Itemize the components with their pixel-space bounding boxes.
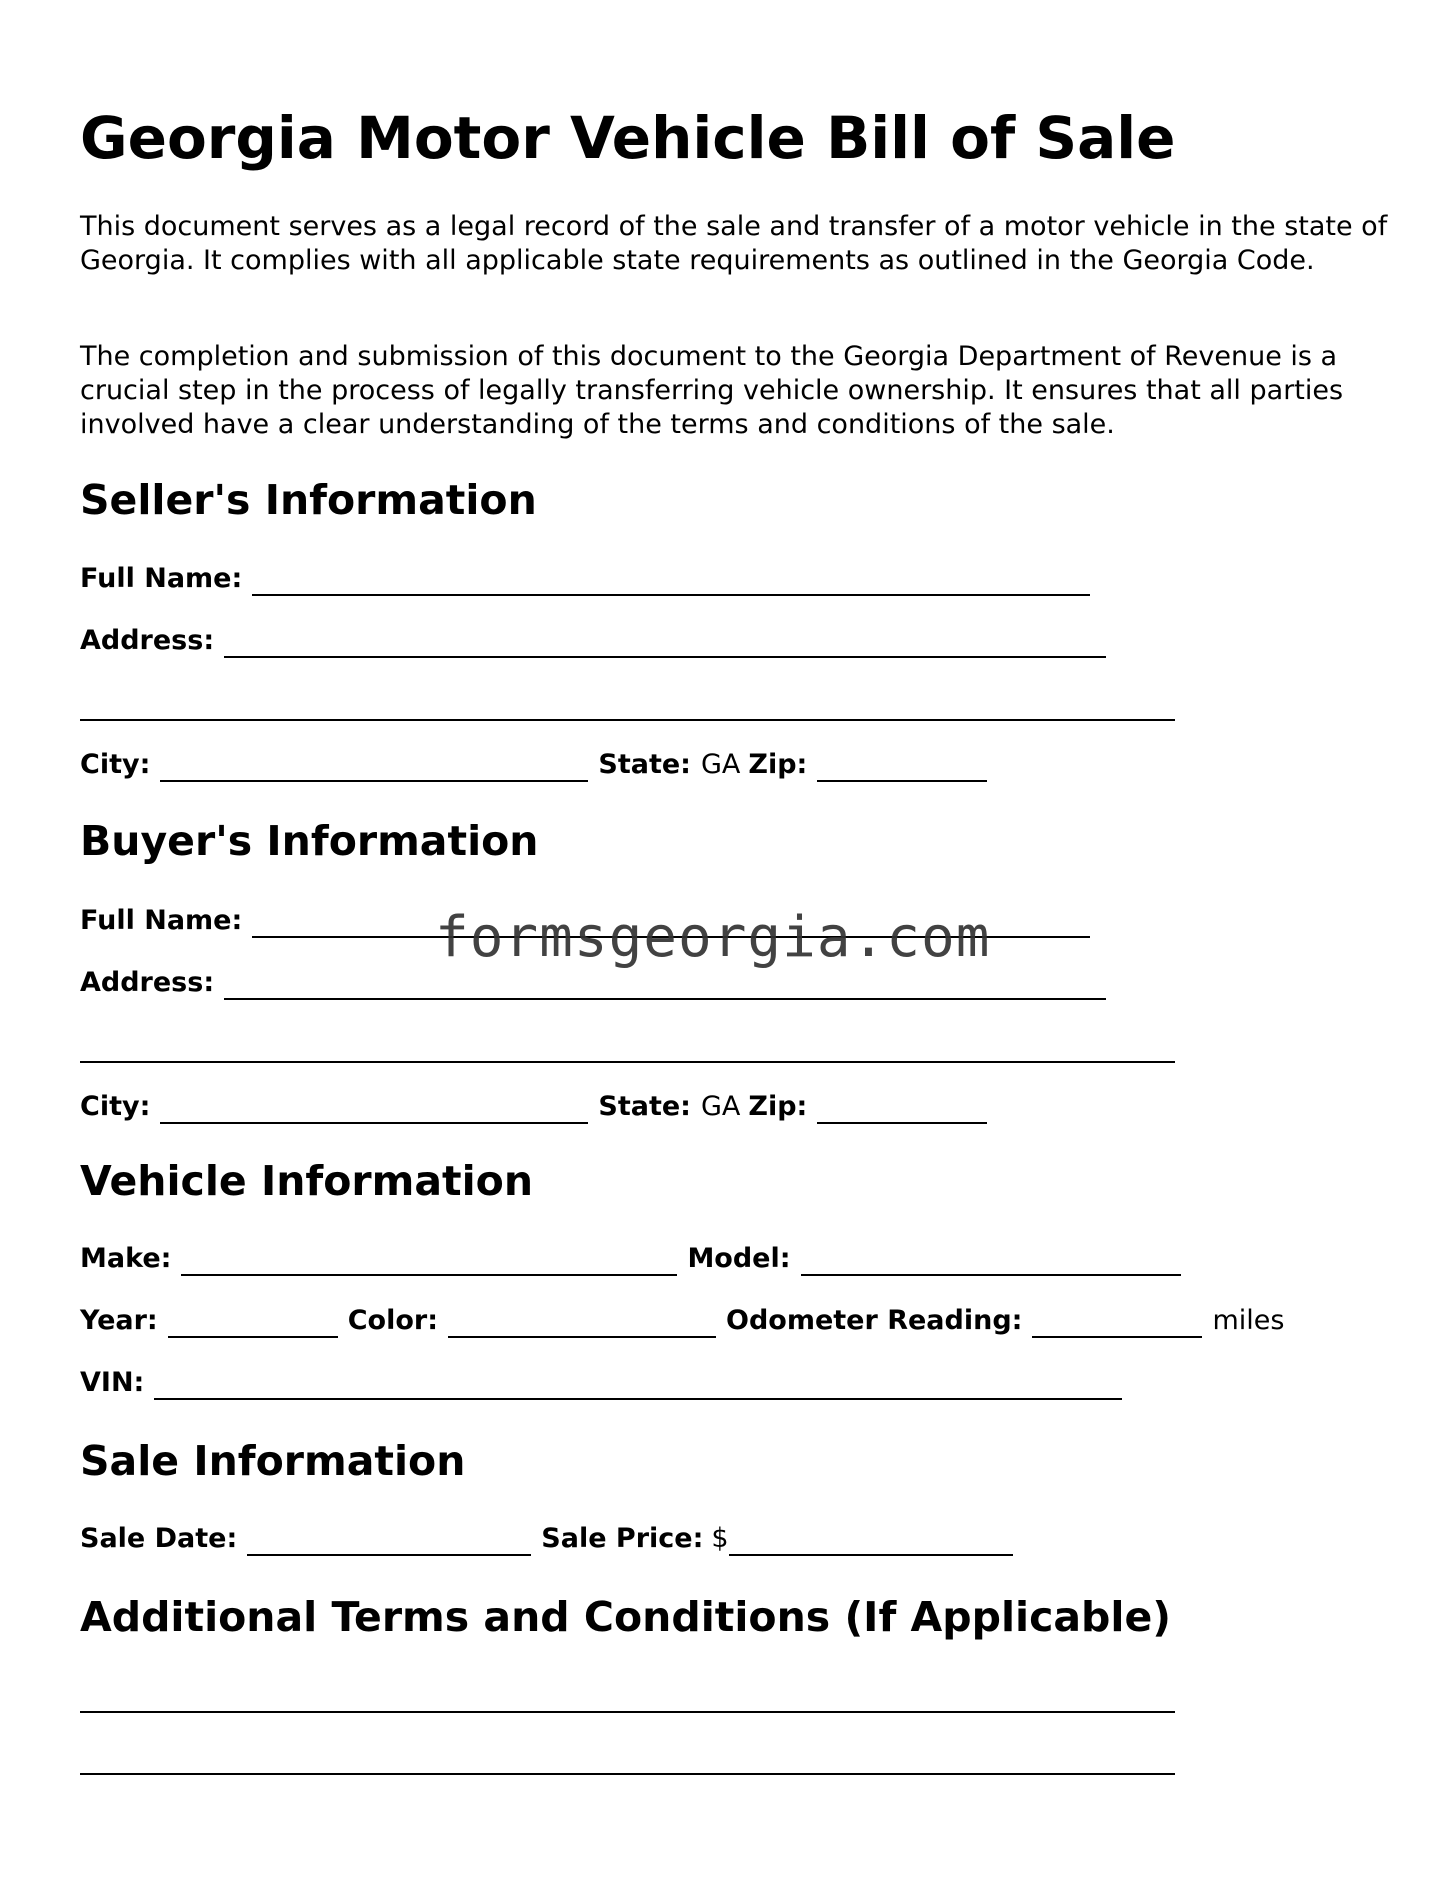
watermark: formsgeorgia.com <box>435 905 991 970</box>
vehicle-vin-row <box>80 1364 1132 1400</box>
buyer-zip-label: Zip: <box>748 1091 808 1122</box>
seller-state-value: GA <box>700 749 741 780</box>
terms-line-1-field[interactable] <box>80 1711 1175 1713</box>
intro-paragraph-2: The completion and submission of this document to the Georgia Department of Revenue is a crucial step in the process of legally transferring vehicle ownership. It ensures that all parties involved have a clear understanding of the terms and conditions of the sale. <box>80 341 1344 440</box>
seller-address-label: Address: <box>80 625 215 656</box>
seller-full-name-field[interactable] <box>252 564 1090 596</box>
vehicle-odometer-unit: miles <box>1212 1305 1285 1336</box>
seller-full-name-label: Full Name: <box>80 563 243 594</box>
buyer-city-label: City: <box>80 1091 151 1122</box>
sale-date-label: Sale Date: <box>80 1523 238 1554</box>
vehicle-model-label: Model: <box>687 1243 791 1274</box>
seller-zip-field[interactable] <box>817 750 987 782</box>
sale-date-price-row <box>80 1520 1013 1556</box>
seller-heading: Seller's Information <box>80 476 537 524</box>
sale-heading: Sale Information <box>80 1437 466 1485</box>
intro-paragraph-1: This document serves as a legal record of the sale and transfer of a motor vehicle in the state of Georgia. It complies with all applicable state requirements as outlined in the Georgia Code. <box>80 211 1388 276</box>
buyer-address-line-2-field[interactable] <box>80 1061 1175 1063</box>
vehicle-heading: Vehicle Information <box>80 1157 534 1205</box>
seller-full-name-row <box>80 560 1100 596</box>
terms-line-2-field[interactable] <box>80 1773 1175 1775</box>
buyer-state-value: GA <box>700 1091 741 1122</box>
vehicle-year-label: Year: <box>80 1305 158 1336</box>
vehicle-odometer-label: Odometer Reading: <box>726 1305 1023 1336</box>
vehicle-odometer-field[interactable] <box>1032 1306 1202 1338</box>
terms-heading: Additional Terms and Conditions (If Applicable) <box>80 1593 1172 1641</box>
sale-price-currency: $ <box>711 1523 729 1554</box>
page-title: Georgia Motor Vehicle Bill of Sale <box>80 104 1176 172</box>
seller-address-row <box>80 622 1116 658</box>
sale-price-label: Sale Price: <box>541 1523 704 1554</box>
seller-address-field[interactable] <box>224 626 1106 658</box>
buyer-full-name-label: Full Name: <box>80 905 243 936</box>
vehicle-make-model-row <box>80 1240 1191 1276</box>
buyer-address-label: Address: <box>80 967 215 998</box>
buyer-city-field[interactable] <box>160 1092 588 1124</box>
buyer-zip-field[interactable] <box>817 1092 987 1124</box>
sale-date-field[interactable] <box>247 1524 531 1556</box>
buyer-city-state-zip-row <box>80 1088 997 1124</box>
buyer-heading: Buyer's Information <box>80 817 539 865</box>
vehicle-vin-label: VIN: <box>80 1367 145 1398</box>
vehicle-model-field[interactable] <box>801 1244 1181 1276</box>
seller-address-line-2-field[interactable] <box>80 719 1175 721</box>
seller-state-label: State: <box>598 749 691 780</box>
sale-price-field[interactable] <box>729 1524 1013 1556</box>
vehicle-make-field[interactable] <box>181 1244 677 1276</box>
seller-zip-label: Zip: <box>748 749 808 780</box>
seller-city-field[interactable] <box>160 750 588 782</box>
seller-city-label: City: <box>80 749 151 780</box>
vehicle-color-field[interactable] <box>448 1306 716 1338</box>
vehicle-color-label: Color: <box>347 1305 438 1336</box>
buyer-address-field[interactable] <box>224 968 1106 1000</box>
vehicle-year-field[interactable] <box>168 1306 338 1338</box>
seller-city-state-zip-row <box>80 746 997 782</box>
vehicle-year-color-odometer-row <box>80 1302 1284 1338</box>
buyer-state-label: State: <box>598 1091 691 1122</box>
vehicle-make-label: Make: <box>80 1243 172 1274</box>
vehicle-vin-field[interactable] <box>154 1368 1122 1400</box>
